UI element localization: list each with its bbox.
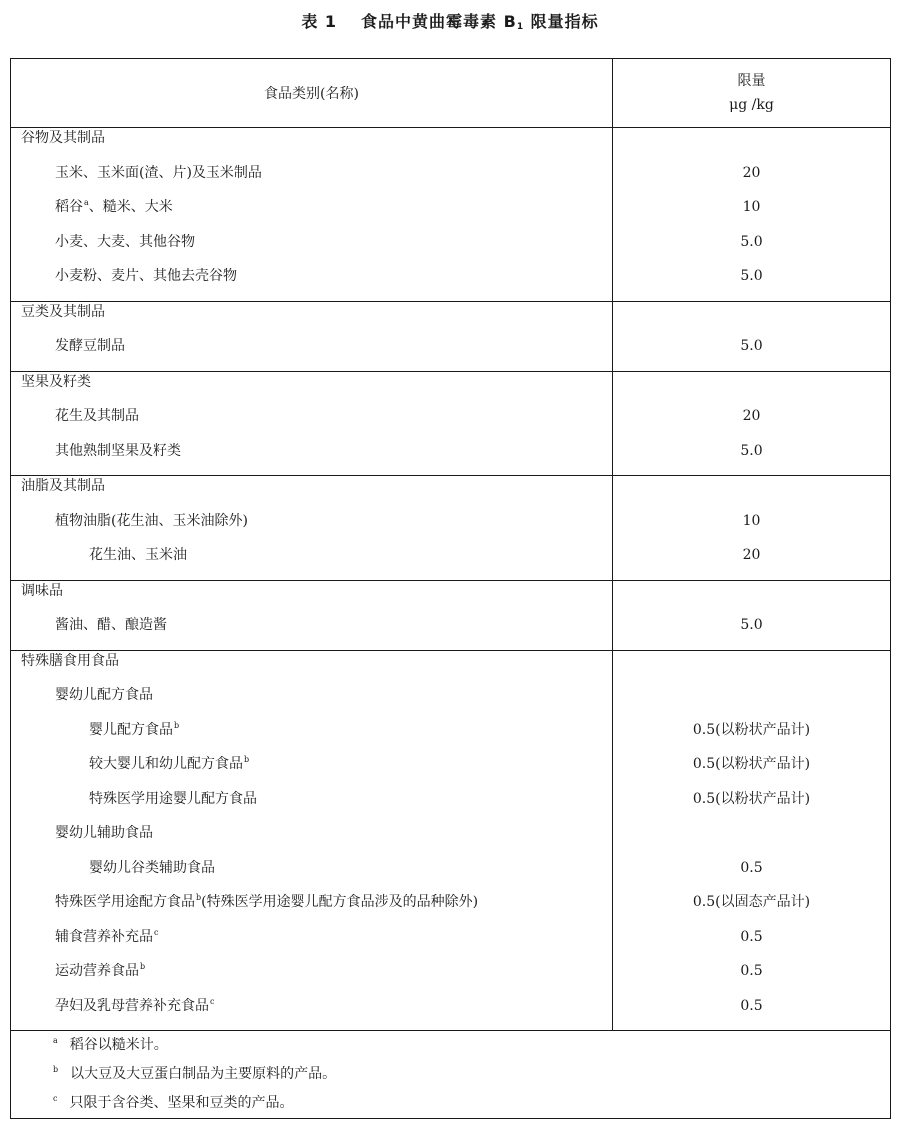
limit-value: 5.0 [740,268,763,284]
group-values-cell [613,580,891,650]
title-suffix: 限量指标 [524,12,599,31]
food-name: 运动营养食品 [55,963,139,979]
food-item [11,615,612,650]
limit-value: 0.5(以粉状产品计) [692,790,811,807]
limit-value [613,128,890,163]
header-unit: μg /kg [729,97,774,113]
limit-value [613,302,890,337]
category-group [11,371,891,476]
limit-value: 5.0 [740,617,763,633]
header-limit-label: 限量 [737,73,766,89]
food-name: 坚果及籽类 [21,373,91,390]
food-name: 发酵豆制品 [55,338,125,354]
footnote-text: 只限于含谷类、坚果和豆类的产品。 [69,1095,294,1111]
food-name: 油脂及其制品 [21,478,105,494]
food-name-tail: 、糙米、大米 [88,199,173,215]
category-group [11,301,891,371]
food-item [11,511,612,546]
food-name: 谷物及其制品 [21,130,105,146]
footnote [11,1089,890,1118]
food-name: 花生油、玉米油 [89,547,187,563]
food-name: 辅食营养补充品 [55,928,153,945]
group-names-cell [11,371,613,476]
title-subscript: 1 [516,22,525,32]
category-heading [11,128,612,163]
footnote-mark: b [53,1065,59,1074]
limit-value: 0.5 [740,997,763,1014]
limit-value: 0.5(以粉状产品计) [692,721,811,738]
footnote-mark: c [53,1094,58,1103]
food-item [11,266,612,301]
limit-value: 5.0 [740,233,763,250]
group-values-cell [613,650,891,1031]
food-name: 较大婴儿和幼儿配方食品 [89,756,243,772]
food-item [11,685,612,720]
food-name: 玉米、玉米面(渣、片)及玉米制品 [55,164,262,181]
group-names-cell [11,128,613,302]
limit-value: 0.5 [740,963,763,979]
food-item [11,961,612,996]
group-values-cell [613,476,891,581]
footnote-marker: a [84,198,89,207]
limit-value [613,685,890,720]
footnote-marker: b [174,720,180,730]
food-name: 特殊膳食用食品 [21,652,119,669]
group-names-cell [11,476,613,581]
category-heading [11,302,612,337]
food-item [11,858,612,893]
food-name: 特殊医学用途婴儿配方食品 [89,790,257,807]
group-names-cell [11,650,613,1031]
category-heading [11,651,612,686]
food-item [11,441,612,476]
group-values-cell [613,128,891,302]
footnote-marker: b [140,962,146,971]
limit-value: 10 [742,199,761,215]
food-name: 婴儿配方食品 [89,721,173,738]
food-item [11,336,612,371]
food-name: 孕妇及乳母营养补充食品 [55,997,209,1014]
food-item [11,996,612,1031]
category-group [11,128,891,302]
footnote-text: 以大豆及大豆蛋白制品为主要原料的产品。 [70,1066,337,1082]
table-number: 表 1 [301,12,338,31]
limit-value [613,823,890,858]
footnote-marker: b [196,893,202,902]
food-item [11,823,612,858]
table-body [11,128,891,1031]
group-names-cell [11,580,613,650]
limit-value: 20 [742,547,761,563]
footnote-marker: b [244,755,250,764]
category-group [11,476,891,581]
footnote-text: 稻谷以糙米计。 [69,1037,168,1053]
limit-value: 5.0 [740,442,763,459]
table-title [0,10,900,39]
food-name: 稻谷 [55,199,83,215]
limits-table [10,58,891,1119]
food-item [11,789,612,824]
food-name: 调味品 [21,582,63,599]
category-heading [11,476,612,511]
footnotes-row [11,1031,891,1119]
footnote-mark: a [53,1036,58,1045]
limit-value [613,581,890,616]
header-row [11,59,891,128]
food-name: 小麦、大麦、其他谷物 [55,233,195,250]
food-name: 其他熟制坚果及籽类 [55,442,181,459]
group-values-cell [613,371,891,476]
limit-value: 0.5(以固态产品计) [692,894,811,910]
food-item [11,163,612,198]
limit-value: 20 [742,408,761,424]
limit-value: 0.5 [740,859,763,876]
footnote-marker: c [154,927,159,937]
category-group [11,650,891,1031]
food-name: 小麦粉、麦片、其他去壳谷物 [55,268,237,284]
limit-value: 20 [742,164,761,181]
header-limit [613,59,891,128]
limit-value: 10 [742,512,761,529]
food-name: 花生及其制品 [55,408,139,424]
category-heading [11,372,612,407]
food-name: 酱油、醋、酿造酱 [55,617,167,633]
limit-value [613,476,890,511]
footnote-marker: c [210,996,215,1006]
footnotes [11,1031,891,1119]
food-name: 特殊医学用途配方食品 [55,894,195,910]
food-name: 婴幼儿配方食品 [55,687,153,703]
food-item [11,720,612,755]
limit-value [613,372,890,407]
food-item [11,892,612,927]
food-name: 植物油脂(花生油、玉米油除外) [55,512,248,529]
category-group [11,580,891,650]
group-names-cell [11,301,613,371]
food-item [11,754,612,789]
food-item [11,197,612,232]
food-item [11,927,612,962]
limit-value: 0.5 [740,928,763,945]
limit-value [613,651,890,686]
food-item [11,406,612,441]
footnote [11,1031,890,1060]
food-name: 豆类及其制品 [21,303,105,320]
food-item [11,545,612,580]
category-heading [11,581,612,616]
food-item [11,232,612,267]
header-category: 食品类别(名称) [11,59,613,128]
group-values-cell [613,301,891,371]
footnote [11,1060,890,1089]
limit-value: 0.5(以粉状产品计) [692,756,811,772]
title-main: 食品中黄曲霉毒素 B [361,12,517,31]
food-name: 婴幼儿辅助食品 [55,825,153,841]
food-name: 婴幼儿谷类辅助食品 [89,859,215,876]
limit-value: 5.0 [740,338,763,354]
food-name-tail: (特殊医学用途婴儿配方食品涉及的品种除外) [201,894,479,910]
